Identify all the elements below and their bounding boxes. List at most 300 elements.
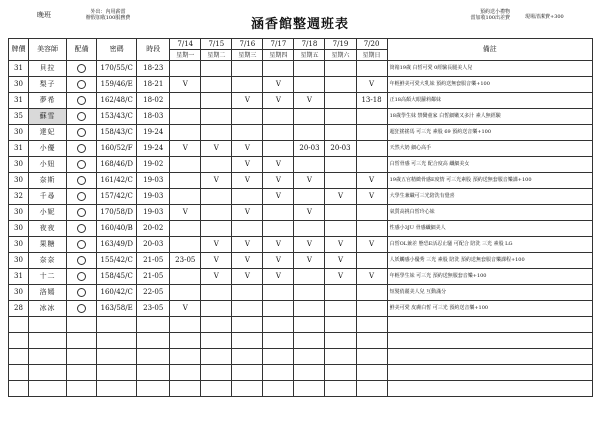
cell-day — [232, 77, 263, 93]
cell-day: V — [201, 269, 232, 285]
equip-circle-icon — [77, 240, 86, 249]
cell-day: V — [263, 77, 294, 93]
cell-name: 小妮 — [29, 205, 67, 221]
cell-day — [170, 365, 201, 381]
cell-equip — [67, 269, 97, 285]
cell-name: 奈奈 — [29, 253, 67, 269]
cell-equip — [67, 173, 97, 189]
cell-day — [356, 125, 387, 141]
cell-day: 20-03 — [294, 141, 325, 157]
cell-code: 160/42/C — [97, 285, 137, 301]
cell-day — [325, 317, 356, 333]
col-header-date: 7/18 — [294, 39, 325, 50]
cell-day — [232, 61, 263, 77]
cell-code: 161/42/C — [97, 173, 137, 189]
cell-day — [263, 285, 294, 301]
cell-day — [294, 221, 325, 237]
equip-circle-icon — [77, 80, 86, 89]
cell-day: V — [325, 189, 356, 205]
cell-day — [294, 269, 325, 285]
cell-day — [294, 333, 325, 349]
page-title: 涵香館整週班表 — [250, 17, 349, 32]
table-row — [9, 173, 593, 189]
cell-day — [170, 333, 201, 349]
cell-day — [294, 301, 325, 317]
cell-code: 163/58/E — [97, 301, 137, 317]
cell-day — [356, 285, 387, 301]
col-header-name: 美容師 — [29, 39, 67, 61]
cell-price: 30 — [9, 77, 29, 93]
equip-circle-icon — [77, 288, 86, 297]
cell-price: 28 — [9, 301, 29, 317]
cell-day: V — [356, 77, 387, 93]
cell-price: 30 — [9, 205, 29, 221]
cell-equip — [67, 141, 97, 157]
cell-price: 31 — [9, 141, 29, 157]
cell-memo: 18歲學生妹 禁臠童家 白皙細嫩又多汁 素人無經驗 — [387, 109, 592, 125]
cell-price: 31 — [9, 269, 29, 285]
cell-price: 31 — [9, 93, 29, 109]
table-row — [9, 61, 593, 77]
cell-day — [201, 189, 232, 205]
col-header-weekday: 星期一 — [170, 50, 201, 61]
cell-day: V — [232, 173, 263, 189]
cell-day: V — [232, 141, 263, 157]
cell-code: 155/42/C — [97, 253, 137, 269]
table-row — [9, 285, 593, 301]
cell-time: 19-24 — [137, 141, 170, 157]
cell-day — [201, 93, 232, 109]
cell-day: V — [232, 237, 263, 253]
col-header-weekday: 星期四 — [263, 50, 294, 61]
col-header-weekday: 星期二 — [201, 50, 232, 61]
cell-day — [294, 189, 325, 205]
cell-day — [170, 285, 201, 301]
cell-day — [170, 317, 201, 333]
cell-name — [29, 349, 67, 365]
cell-name — [29, 381, 67, 397]
cell-code: 160/52/F — [97, 141, 137, 157]
pricing-note-left: 外出：內用薪當 辦假加收100服務費 — [85, 9, 131, 21]
cell-code — [97, 349, 137, 365]
cell-day — [356, 221, 387, 237]
cell-memo: 白皙OL兼差 態恐E活忍止騷 可配合 陪洗 三光 素股 LG — [387, 237, 592, 253]
cell-day: V — [232, 269, 263, 285]
cell-day — [356, 141, 387, 157]
cell-day — [232, 349, 263, 365]
col-header-code: 密碼 — [97, 39, 137, 61]
cell-day: V — [170, 205, 201, 221]
cell-day — [356, 109, 387, 125]
cell-name: 小妞 — [29, 157, 67, 173]
cell-price: 30 — [9, 157, 29, 173]
cell-memo: 筒箱19歲 白皙可愛 0經驗長腿美人兒 — [387, 61, 592, 77]
cell-day — [325, 109, 356, 125]
cell-day: 23-05 — [170, 253, 201, 269]
cell-day: V — [232, 253, 263, 269]
cell-day — [325, 93, 356, 109]
cell-day: V — [170, 77, 201, 93]
col-header-weekday: 星期六 — [325, 50, 356, 61]
cell-day: V — [294, 205, 325, 221]
cell-day: V — [263, 93, 294, 109]
cell-code — [97, 333, 137, 349]
cell-time: 22-05 — [137, 285, 170, 301]
cell-day — [170, 381, 201, 397]
cell-memo: 人妖觸感小優秀 三光 素股 陪洗 預約送無套服音樂課程+100 — [387, 253, 592, 269]
col-header-date: 7/14 — [170, 39, 201, 50]
cell-memo: 氣質高挑白皙玲心妹 — [387, 205, 592, 221]
cell-day: V — [232, 205, 263, 221]
cell-code: 157/42/C — [97, 189, 137, 205]
cell-day — [294, 365, 325, 381]
col-header-time: 時段 — [137, 39, 170, 61]
cell-time: 18-02 — [137, 93, 170, 109]
cell-equip — [67, 77, 97, 93]
col-header-date: 7/20 — [356, 39, 387, 50]
cell-day — [294, 77, 325, 93]
cell-day — [232, 381, 263, 397]
table-row — [9, 93, 593, 109]
cell-day — [170, 125, 201, 141]
cell-price — [9, 365, 29, 381]
cell-equip — [67, 365, 97, 381]
cell-day — [263, 205, 294, 221]
col-header-weekday: 星期三 — [232, 50, 263, 61]
cell-name: 蘇雪 — [29, 109, 67, 125]
cell-day: V — [356, 189, 387, 205]
cell-name: 達妃 — [29, 125, 67, 141]
cell-day — [201, 301, 232, 317]
equip-circle-icon — [77, 192, 86, 201]
cell-day — [356, 301, 387, 317]
table-row — [9, 109, 593, 125]
cell-memo: 鮮美可愛 皮膚白皙 可三光 預約送音樂+100 — [387, 301, 592, 317]
cell-day — [232, 221, 263, 237]
cell-day — [325, 157, 356, 173]
cell-equip — [67, 189, 97, 205]
equip-circle-icon — [77, 304, 86, 313]
cell-time: 18-21 — [137, 77, 170, 93]
cell-name: 冰冰 — [29, 301, 67, 317]
col-header-equip: 配備 — [67, 39, 97, 61]
col-header-memo: 備註 — [387, 39, 592, 61]
cell-time: 19-02 — [137, 157, 170, 173]
cell-price: 32 — [9, 189, 29, 205]
cell-name — [29, 365, 67, 381]
cell-time — [137, 381, 170, 397]
cell-memo — [387, 365, 592, 381]
cell-day — [263, 301, 294, 317]
equip-circle-icon — [77, 128, 86, 137]
cell-day: V — [201, 173, 232, 189]
cell-day — [263, 365, 294, 381]
cell-day — [356, 205, 387, 221]
cell-day — [263, 317, 294, 333]
schedule-table — [8, 38, 593, 397]
cell-name: 果糖 — [29, 237, 67, 253]
cell-price: 30 — [9, 125, 29, 141]
cell-memo — [387, 349, 592, 365]
table-row — [9, 77, 593, 93]
cell-name — [29, 317, 67, 333]
cell-price: 30 — [9, 173, 29, 189]
cell-day — [170, 173, 201, 189]
cell-day — [170, 93, 201, 109]
cell-day: V — [325, 253, 356, 269]
cell-time — [137, 349, 170, 365]
cell-memo: 19歲五官精緻骨感E度情 可三光素股 預約送無套服音樂課+100 — [387, 173, 592, 189]
cell-day: V — [201, 141, 232, 157]
cell-equip — [67, 157, 97, 173]
cell-memo — [387, 317, 592, 333]
cell-day: V — [232, 93, 263, 109]
cell-day — [325, 365, 356, 381]
cell-day — [356, 349, 387, 365]
cell-name: 夜夜 — [29, 221, 67, 237]
cell-day: V — [201, 253, 232, 269]
cell-day — [170, 237, 201, 253]
cell-day — [232, 285, 263, 301]
cell-equip — [67, 237, 97, 253]
cell-name: 夢希 — [29, 93, 67, 109]
cell-equip — [67, 125, 97, 141]
col-header-weekday: 星期日 — [356, 50, 387, 61]
cell-time: 21-05 — [137, 253, 170, 269]
cell-price — [9, 333, 29, 349]
cell-time: 20-02 — [137, 221, 170, 237]
equip-circle-icon — [77, 176, 86, 185]
cell-day — [201, 349, 232, 365]
cell-day — [201, 157, 232, 173]
cell-day: 13-18 — [356, 93, 387, 109]
table-row — [9, 317, 593, 333]
cell-price — [9, 381, 29, 397]
cell-day: V — [170, 141, 201, 157]
cell-equip — [67, 109, 97, 125]
cell-time: 23-05 — [137, 301, 170, 317]
cell-time: 18-23 — [137, 61, 170, 77]
cell-price: 30 — [9, 285, 29, 301]
cell-day — [356, 317, 387, 333]
table-row — [9, 333, 593, 349]
cell-memo: 正18高顏大眼蘿莉鄰妹 — [387, 93, 592, 109]
cell-day — [325, 333, 356, 349]
cell-day — [263, 349, 294, 365]
cell-equip — [67, 93, 97, 109]
cell-price — [9, 349, 29, 365]
cell-day — [325, 221, 356, 237]
cell-price: 30 — [9, 253, 29, 269]
cell-day: V — [325, 269, 356, 285]
cell-day: V — [325, 237, 356, 253]
cell-equip — [67, 333, 97, 349]
table-row — [9, 301, 593, 317]
cell-equip — [67, 221, 97, 237]
col-header-date: 7/15 — [201, 39, 232, 50]
cell-time — [137, 333, 170, 349]
equip-circle-icon — [77, 256, 86, 265]
cell-memo: 大學生兼職可三光陪洗有覺喜 — [387, 189, 592, 205]
cell-day — [325, 61, 356, 77]
cell-day: V — [294, 253, 325, 269]
cell-name — [29, 333, 67, 349]
cell-day — [201, 333, 232, 349]
cell-name: 小優 — [29, 141, 67, 157]
cell-name: 千尋 — [29, 189, 67, 205]
cell-day — [325, 301, 356, 317]
cell-price: 30 — [9, 221, 29, 237]
cell-code — [97, 317, 137, 333]
cell-day — [356, 61, 387, 77]
cell-day — [170, 157, 201, 173]
cell-code: 160/40/B — [97, 221, 137, 237]
table-row — [9, 205, 593, 221]
cell-name: 貝拉 — [29, 61, 67, 77]
cell-memo — [387, 333, 592, 349]
cell-price: 30 — [9, 237, 29, 253]
cell-time: 19-03 — [137, 173, 170, 189]
cell-price: 31 — [9, 61, 29, 77]
cell-day — [170, 221, 201, 237]
cell-name: 梨子 — [29, 77, 67, 93]
cell-day — [294, 125, 325, 141]
cell-code — [97, 365, 137, 381]
cell-day: V — [232, 157, 263, 173]
cell-day — [201, 205, 232, 221]
cell-code: 163/49/D — [97, 237, 137, 253]
equip-circle-icon — [77, 208, 86, 217]
cell-code: 170/58/D — [97, 205, 137, 221]
cell-name: 奈斯 — [29, 173, 67, 189]
cell-code: 170/55/C — [97, 61, 137, 77]
cell-day — [356, 157, 387, 173]
table-row — [9, 269, 593, 285]
cell-day — [263, 333, 294, 349]
equip-circle-icon — [77, 272, 86, 281]
cleaning-fee-note: 現場清潔費+300 — [525, 14, 564, 20]
cell-day — [201, 365, 232, 381]
table-row — [9, 157, 593, 173]
cell-day — [201, 381, 232, 397]
cell-memo: 性感小3JU 骨感纖細美人 — [387, 221, 592, 237]
cell-day: 20-03 — [325, 141, 356, 157]
cell-day — [201, 317, 232, 333]
cell-name: 十二 — [29, 269, 67, 285]
cell-equip — [67, 301, 97, 317]
cell-time: 19-03 — [137, 189, 170, 205]
col-header-date: 7/19 — [325, 39, 356, 50]
cell-time — [137, 365, 170, 381]
cell-day — [232, 365, 263, 381]
cell-day: V — [201, 237, 232, 253]
cell-day: V — [356, 269, 387, 285]
cell-day — [201, 125, 232, 141]
cell-equip — [67, 61, 97, 77]
cell-code: 158/45/C — [97, 269, 137, 285]
cell-day: V — [294, 93, 325, 109]
table-row — [9, 381, 593, 397]
col-header-date: 7/16 — [232, 39, 263, 50]
cell-memo — [387, 381, 592, 397]
cell-equip — [67, 285, 97, 301]
cell-memo: 白皙骨感 可三光 配合度高 纖細美女 — [387, 157, 592, 173]
cell-name: 洛嫣 — [29, 285, 67, 301]
cell-code — [97, 381, 137, 397]
cell-time: 21-05 — [137, 269, 170, 285]
cell-day: V — [263, 157, 294, 173]
cell-code: 168/46/D — [97, 157, 137, 173]
cell-day — [263, 141, 294, 157]
cell-day — [232, 333, 263, 349]
cell-day — [263, 381, 294, 397]
table-row — [9, 237, 593, 253]
cell-day — [201, 77, 232, 93]
equip-circle-icon — [77, 96, 86, 105]
cell-time: 18-03 — [137, 109, 170, 125]
cell-price: 35 — [9, 109, 29, 125]
cell-day — [325, 349, 356, 365]
cell-day — [325, 205, 356, 221]
cell-day — [201, 221, 232, 237]
equip-circle-icon — [77, 64, 86, 73]
table-row — [9, 221, 593, 237]
cell-equip — [67, 349, 97, 365]
cell-day — [294, 157, 325, 173]
cell-equip — [67, 205, 97, 221]
equip-circle-icon — [77, 224, 86, 233]
table-row — [9, 349, 593, 365]
cell-code: 153/43/C — [97, 109, 137, 125]
cell-day — [232, 109, 263, 125]
equip-circle-icon — [77, 112, 86, 121]
cell-day — [325, 125, 356, 141]
table-row — [9, 365, 593, 381]
cell-time: 20-03 — [137, 237, 170, 253]
cell-code: 162/48/C — [97, 93, 137, 109]
cell-code: 158/43/C — [97, 125, 137, 141]
cell-day — [201, 109, 232, 125]
cell-day — [232, 125, 263, 141]
cell-day: V — [263, 253, 294, 269]
cell-day — [325, 285, 356, 301]
cell-day — [263, 109, 294, 125]
cell-day — [201, 285, 232, 301]
cell-day — [294, 349, 325, 365]
cell-time: 19-03 — [137, 205, 170, 221]
cell-day — [232, 301, 263, 317]
cell-day — [356, 253, 387, 269]
cell-day: V — [263, 269, 294, 285]
cell-time: 19-24 — [137, 125, 170, 141]
cell-equip — [67, 317, 97, 333]
cell-day: V — [263, 189, 294, 205]
cell-day — [170, 189, 201, 205]
cell-day — [294, 61, 325, 77]
cell-memo: 超狂搖搖馬 可三光 素股 69 預約送音樂+100 — [387, 125, 592, 141]
cell-day: V — [356, 173, 387, 189]
cell-day — [325, 77, 356, 93]
pricing-note-right: 預約送小禮物 當加收100出差費 — [470, 9, 510, 21]
table-row — [9, 253, 593, 269]
shift-label: 晚班 — [37, 11, 51, 19]
cell-day — [325, 381, 356, 397]
cell-day: V — [294, 173, 325, 189]
col-header-price: 牌價 — [9, 39, 29, 61]
table-row — [9, 189, 593, 205]
table-row — [9, 125, 593, 141]
cell-day: V — [356, 237, 387, 253]
